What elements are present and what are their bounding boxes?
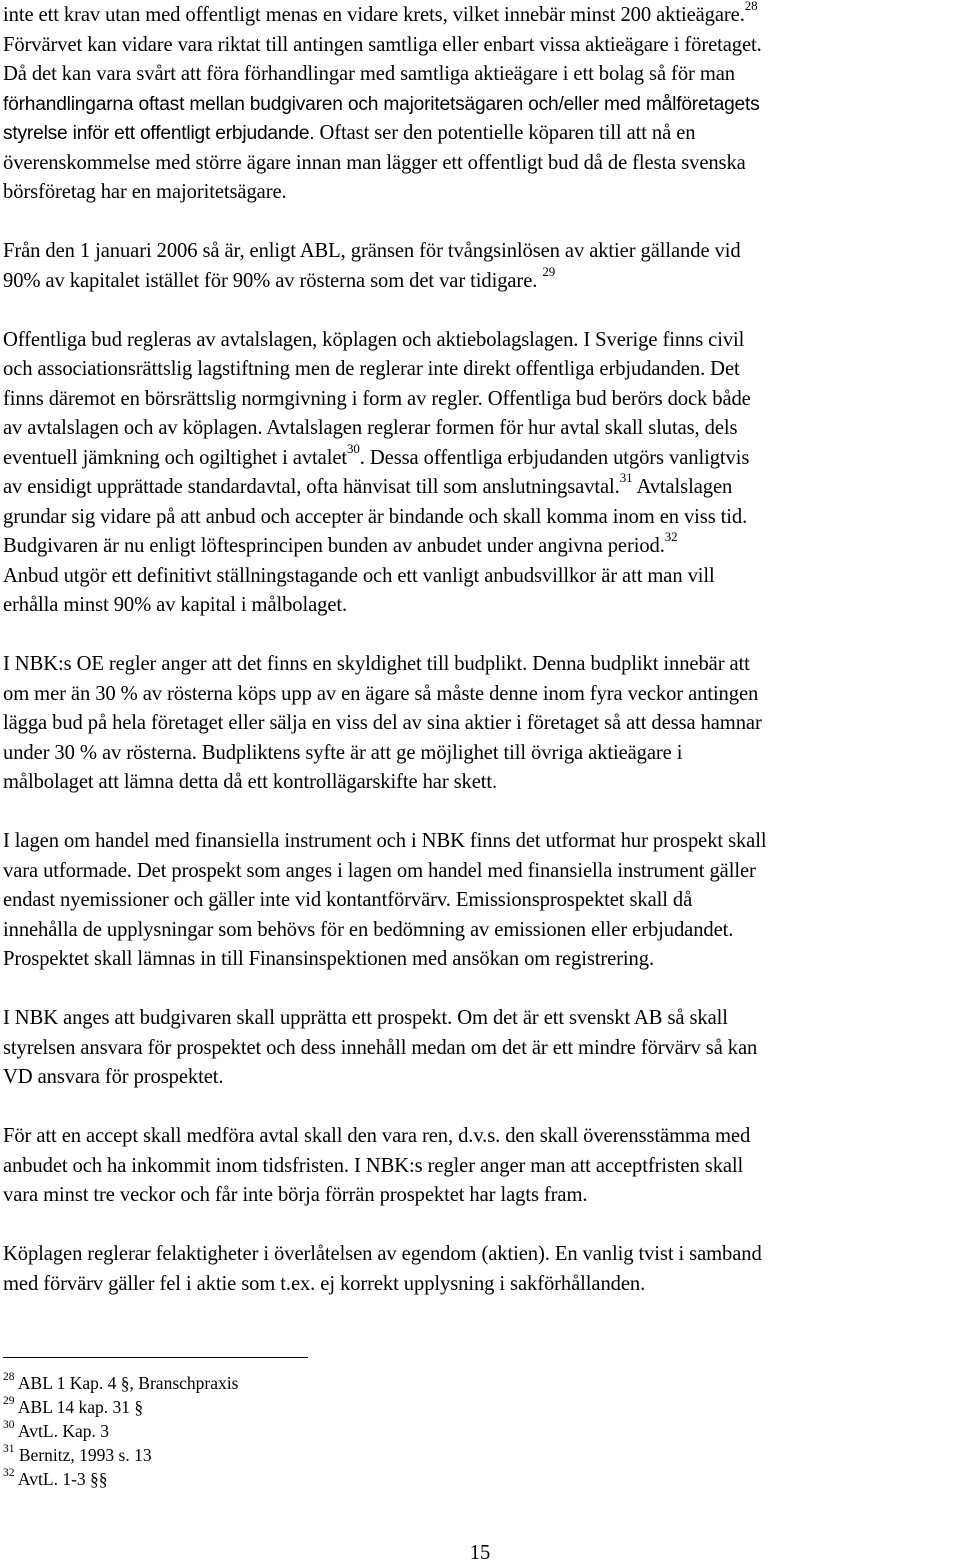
text-span: Avtalslagen xyxy=(632,476,733,498)
footnote-number: 28 xyxy=(3,1371,15,1384)
paragraph-gap xyxy=(3,975,959,1005)
footnote xyxy=(3,1443,238,1467)
text-span: eventuell jämkning och ogiltighet i avtalet xyxy=(3,446,347,469)
text-line: grundar sig vidare på att anbud och accepter är bindande och skall komma inom en viss tid. xyxy=(3,505,748,528)
text-span: 90% av kapitalet istället för 90% av rösterna som det var tidigare. xyxy=(3,269,543,292)
footnote xyxy=(3,1395,238,1419)
text-span: styrelse inför ett offentligt erbjudande. xyxy=(3,123,315,144)
text-line: lägga bud på hela företaget eller sälja en viss del av sina aktier i företaget så att dessa hamnar xyxy=(3,712,762,734)
document-body xyxy=(3,0,959,1299)
text-line: Köplagen reglerar felaktigheter i överlåtelsen av egendom (aktien). En vanlig tvist i samband xyxy=(3,1243,762,1265)
text-line: erhålla minst 90% av kapital i målbolaget. xyxy=(3,594,348,616)
text-line: I lagen om handel med finansiella instrument och i NBK finns det utformat hur prospekt skall xyxy=(3,830,767,852)
text-line: Anbud utgör ett definitivt ställningstagande och ett vanligt anbudsvillkor är att man vill xyxy=(3,564,715,587)
text-line: Offentliga bud regleras av avtalslagen, köplagen och aktiebolagslagen. I Sverige finns civil xyxy=(3,328,745,351)
text-line: anbudet och ha inkommit inom tidsfristen. I NBK:s regler anger man att acceptfristen skall xyxy=(3,1154,744,1177)
text-line: styrelsen ansvara för prospektet och dess innehåll medan om det är ett mindre förvärv så kan xyxy=(3,1036,758,1059)
footnote-text: AvtL. 1-3 §§ xyxy=(17,1469,108,1489)
footnote-ref-28: 28 xyxy=(744,0,758,14)
text-line xyxy=(3,470,959,503)
text-span: av ensidigt upprättade standardavtal, ofta hänvisat till som anslutningsavtal. xyxy=(3,476,620,498)
text-line: överenskommelse med större ägare innan man lägger ett offentligt bud då de flesta svenska xyxy=(3,151,746,174)
text-line: förhandlingarna oftast mellan budgivaren och majoritetsägaren och/eller med målföretagets xyxy=(3,93,760,115)
text-line: I NBK:s OE regler anger att det finns en skyldighet till budplikt. Denna budplikt innebär att xyxy=(3,653,750,675)
text-line: För att en accept skall medföra avtal skall den vara ren, d.v.s. den skall överensstämma med xyxy=(3,1125,751,1147)
paragraph-gap xyxy=(3,621,959,651)
footnote-text: AvtL. Kap. 3 xyxy=(17,1421,109,1441)
footnote-number: 32 xyxy=(3,1467,15,1480)
text-line xyxy=(3,440,959,474)
text-line xyxy=(3,529,959,562)
text-line: om mer än 30 % av rösterna köps upp av en ägare så måste denne inom fyra veckor antingen xyxy=(3,682,759,705)
footnote-ref-29: 29 xyxy=(542,263,556,279)
text-line: Prospektet skall lämnas in till Finansinspektionen med ansökan om registrering. xyxy=(3,948,655,970)
footnote-separator xyxy=(3,1357,308,1358)
footnote-ref-31: 31 xyxy=(619,470,633,486)
text-line: av avtalslagen och av köplagen. Avtalslagen reglerar formen för hur avtal skall slutas, dels xyxy=(3,417,738,439)
text-line: målbolaget att lämna detta då ett kontrollägarskifte har skett. xyxy=(3,771,498,793)
footnote xyxy=(3,1371,238,1395)
footnotes xyxy=(3,1371,238,1491)
text-line xyxy=(3,1,959,31)
text-span: . Dessa offentliga erbjudanden utgörs vanligtvis xyxy=(359,446,750,469)
paragraph-gap xyxy=(3,1211,959,1241)
text-line: Då det kan vara svårt att föra förhandlingar med samtliga aktieägare i ett bolag så för man xyxy=(3,63,735,85)
text-line: finns däremot en börsrättslig normgivning i form av regler. Offentliga bud berörs dock både xyxy=(3,387,751,410)
text-line xyxy=(3,119,959,149)
footnote xyxy=(3,1467,238,1491)
paragraph-gap xyxy=(3,798,959,828)
text-span: Oftast ser den potentielle köparen till att nå en xyxy=(314,122,696,144)
text-line: VD ansvara för prospektet. xyxy=(3,1066,224,1088)
text-span: inte ett krav utan med offentligt menas en vidare krets, vilket innebär minst 200 aktieägare. xyxy=(3,4,745,26)
footnote-text: ABL 14 kap. 31 § xyxy=(17,1397,144,1417)
text-line: med förvärv gäller fel i aktie som t.ex. ej korrekt upplysning i sakförhållanden. xyxy=(3,1272,646,1295)
paragraph-gap xyxy=(3,296,959,326)
text-line: I NBK anges att budgivaren skall upprätta ett prospekt. Om det är ett svenskt AB så skall xyxy=(3,1007,728,1029)
text-line xyxy=(3,263,959,297)
footnote-text: Bernitz, 1993 s. 13 xyxy=(18,1445,152,1465)
footnote-text: ABL 1 Kap. 4 §, Branschpraxis xyxy=(17,1373,239,1393)
text-line: innehålla de upplysningar som behövs för en bedömning av emissionen eller erbjudandet. xyxy=(3,918,734,941)
footnote-ref-30: 30 xyxy=(346,440,360,456)
paragraph-gap xyxy=(3,1093,959,1123)
footnote-ref-32: 32 xyxy=(664,529,678,545)
text-line: och associationsrättslig lagstiftning men de reglerar inte direkt offentliga erbjudanden. Det xyxy=(3,358,740,380)
page-number: 15 xyxy=(469,1542,491,1564)
text-line: vara utformade. Det prospekt som anges i lagen om handel med finansiella instrument gäller xyxy=(3,859,756,882)
text-span: Budgivaren är nu enligt löftesprincipen bunden av anbudet under angivna period. xyxy=(3,535,665,557)
text-line: Förvärvet kan vidare vara riktat till antingen samtliga eller enbart vissa aktieägare i företaget. xyxy=(3,33,762,56)
text-line: vara minst tre veckor och får inte börja förrän prospektet har lagts fram. xyxy=(3,1184,588,1206)
footnote-number: 31 xyxy=(3,1443,15,1456)
footnote-number: 29 xyxy=(3,1395,15,1408)
footnote xyxy=(3,1419,238,1443)
text-line: börsföretag har en majoritetsägare. xyxy=(3,181,287,203)
text-line: endast nyemissioner och gäller inte vid kontantförvärv. Emissionsprospektet skall då xyxy=(3,889,693,911)
footnote-number: 30 xyxy=(3,1419,15,1432)
text-line: under 30 % av rösterna. Budpliktens syfte är att ge möjlighet till övriga aktieägare i xyxy=(3,741,683,764)
text-line: Från den 1 januari 2006 så är, enligt ABL, gränsen för tvångsinlösen av aktier gällande vid xyxy=(3,240,741,262)
paragraph-gap xyxy=(3,208,959,238)
